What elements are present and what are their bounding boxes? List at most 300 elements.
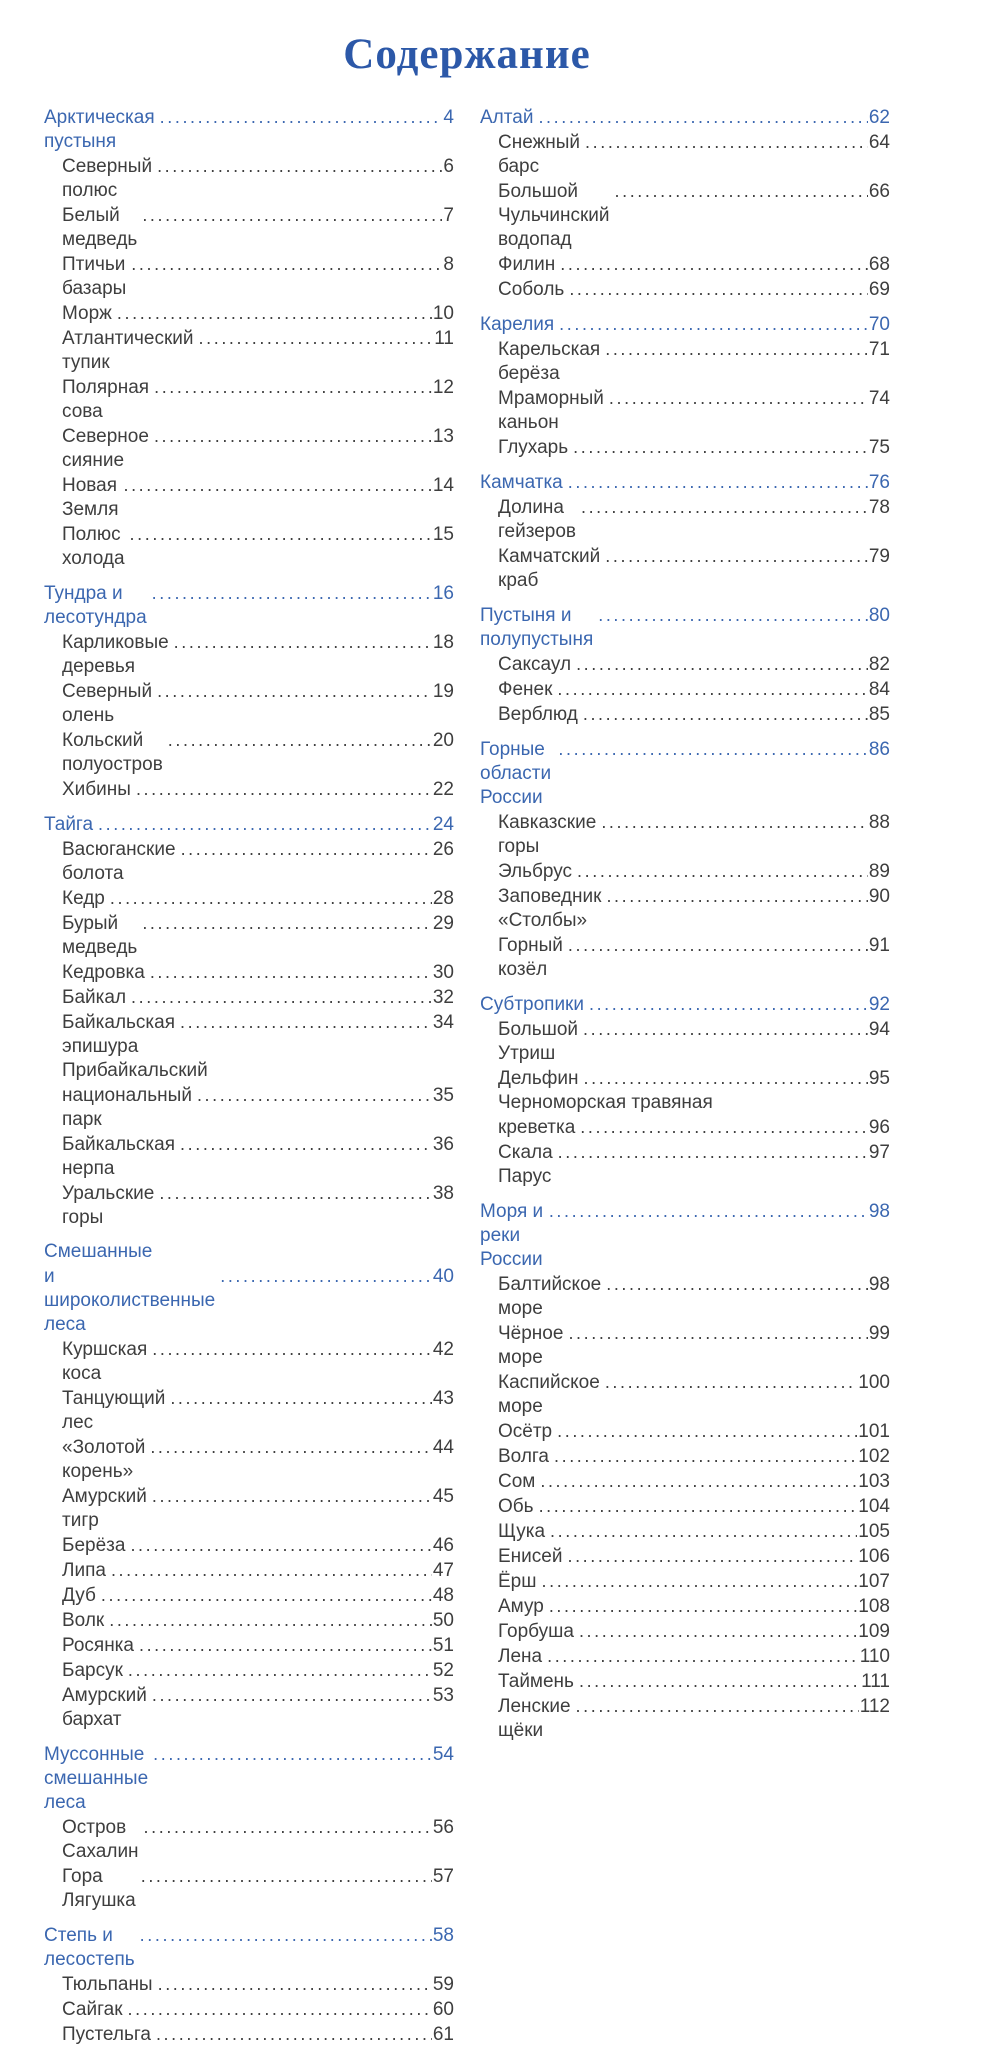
toc-item-entry — [480, 810, 890, 859]
toc-item-page: 34 — [432, 1012, 454, 1033]
toc-entry-line — [498, 277, 890, 302]
toc-item-entry — [480, 1519, 890, 1544]
toc-entry-line — [498, 1594, 890, 1619]
toc-entry-line — [62, 679, 454, 728]
dot-leader — [128, 1997, 432, 2022]
toc-item-entry — [480, 933, 890, 982]
dot-leader — [130, 1533, 431, 1558]
toc-item-page: 50 — [432, 1610, 454, 1631]
toc-item-label: Долина гейзеров — [498, 497, 576, 542]
dot-leader — [568, 470, 868, 495]
toc-entry-line — [62, 1972, 454, 1997]
toc-item-page: 103 — [858, 1471, 890, 1492]
toc-section-entry — [44, 812, 454, 837]
dot-leader — [609, 386, 868, 411]
toc-item-label: Прибайкальский — [62, 1060, 208, 1081]
toc-item-entry — [44, 375, 454, 424]
dot-leader — [560, 252, 868, 277]
toc-section-entry — [44, 105, 454, 154]
toc-entry-line — [498, 1669, 890, 1694]
dot-leader — [136, 777, 432, 802]
toc-entry-line — [62, 424, 454, 473]
toc-item-page: 95 — [868, 1068, 890, 1089]
toc-entry-line — [44, 812, 454, 837]
toc-entry-line — [62, 1633, 454, 1658]
dot-leader — [158, 1972, 432, 1997]
toc-item-page: 66 — [868, 181, 890, 202]
dot-leader — [601, 810, 868, 835]
toc-section-entry — [480, 1199, 890, 1272]
toc-section-label: Тундра и лесотундра — [44, 583, 147, 628]
toc-item-entry — [44, 886, 454, 911]
toc-item-page: 94 — [868, 1019, 890, 1040]
dot-leader — [150, 960, 432, 985]
toc-item-entry — [44, 679, 454, 728]
dot-leader — [154, 424, 432, 449]
toc-item-label: Осётр — [498, 1421, 553, 1442]
dot-leader — [152, 1337, 432, 1362]
toc-item-label: Берёза — [62, 1535, 126, 1556]
dot-leader — [157, 679, 432, 704]
toc-section-page: 40 — [432, 1266, 454, 1287]
toc-item-page: 101 — [858, 1421, 890, 1442]
dot-leader — [144, 1815, 432, 1840]
dot-leader — [550, 1519, 857, 1544]
toc-item-entry — [44, 301, 454, 326]
toc-item-page: 32 — [432, 987, 454, 1008]
toc-item-entry — [480, 702, 890, 727]
toc-item-entry — [480, 1694, 890, 1743]
toc-item-entry — [44, 424, 454, 473]
toc-item-label: Карликовые деревья — [62, 632, 174, 677]
dot-leader — [584, 1066, 868, 1091]
toc-item-entry — [480, 652, 890, 677]
toc-item-label: креветка — [498, 1117, 576, 1138]
toc-section — [480, 992, 890, 1189]
toc-entry-line — [480, 603, 890, 652]
toc-item-entry — [44, 1435, 454, 1484]
toc-item-label: Амурский бархат — [62, 1685, 153, 1730]
toc-item-entry — [44, 1583, 454, 1608]
dot-leader — [174, 630, 432, 655]
toc-section-label: Пустыня и полупустыня — [480, 605, 594, 650]
toc-item-entry — [44, 728, 454, 777]
toc-section-page: 54 — [432, 1744, 454, 1765]
toc-section-entry — [480, 312, 890, 337]
toc-entry-line — [498, 1091, 890, 1115]
toc-item-label: Большой Утриш — [498, 1019, 584, 1064]
toc-entry-line — [498, 859, 890, 884]
toc-item-label: Кавказские горы — [498, 812, 602, 857]
dot-leader — [160, 105, 443, 130]
toc-entry-line — [498, 1419, 890, 1444]
dot-leader — [557, 677, 867, 702]
toc-item-entry — [480, 1091, 890, 1140]
toc-section — [480, 312, 890, 460]
toc-item-page: 90 — [868, 886, 890, 907]
toc-entry-line — [62, 1558, 454, 1583]
toc-section-label: Арктическая пустыня — [44, 107, 160, 152]
toc-item-page: 47 — [432, 1560, 454, 1581]
toc-section-label: Горные области России — [480, 739, 557, 808]
dot-leader — [583, 1017, 868, 1042]
toc-section-entry — [480, 992, 890, 1017]
dot-leader — [142, 203, 442, 228]
toc-item-entry — [480, 677, 890, 702]
toc-item-entry — [480, 386, 890, 435]
toc-entry-line — [480, 312, 890, 337]
toc-item-label: Каспийское море — [498, 1372, 606, 1417]
toc-entry-line — [480, 470, 890, 495]
toc-item-label: Танцующий лес — [62, 1388, 171, 1433]
toc-entry-line — [62, 1010, 454, 1059]
toc-entry-line — [62, 728, 454, 777]
toc-item-entry — [480, 435, 890, 460]
toc-item-entry — [480, 1669, 890, 1694]
toc-item-label: Глухарь — [498, 437, 569, 458]
toc-entry-line — [498, 130, 890, 179]
toc-entry-line — [44, 1742, 454, 1815]
toc-entry-line — [62, 2022, 454, 2047]
dot-leader — [579, 1619, 857, 1644]
toc-item-label: Дуб — [62, 1585, 96, 1606]
toc-entry-line — [62, 1658, 454, 1683]
toc-item-label: Северное сияние — [62, 426, 155, 471]
toc-item-page: 79 — [868, 546, 890, 567]
toc-item-label: Ёрш — [498, 1571, 537, 1592]
toc-item-page: 99 — [868, 1323, 890, 1344]
dot-leader — [554, 1444, 857, 1469]
toc-item-page: 38 — [432, 1183, 454, 1204]
toc-entry-line — [480, 737, 890, 810]
toc-item-entry — [480, 1017, 890, 1066]
toc-item-label: Амурский тигр — [62, 1486, 153, 1531]
toc-item-page: 104 — [858, 1496, 890, 1517]
dot-leader — [128, 1658, 432, 1683]
toc-item-entry — [44, 1683, 454, 1732]
dot-leader — [576, 1694, 859, 1719]
toc-section-entry — [480, 603, 890, 652]
toc-item-entry — [480, 337, 890, 386]
toc-item-page: 19 — [432, 681, 454, 702]
toc-item-page: 85 — [868, 704, 890, 725]
toc-item-page: 82 — [868, 654, 890, 675]
toc-entry-line — [62, 154, 454, 203]
toc-item-label: Полюс холода — [62, 524, 126, 569]
toc-item-entry — [44, 1337, 454, 1386]
toc-item-page: 111 — [861, 1671, 890, 1692]
toc-item-label: Белый медведь — [62, 205, 138, 250]
toc-section-page: 16 — [432, 583, 454, 604]
toc-item-label: Байкал — [62, 987, 127, 1008]
dot-leader — [199, 326, 434, 351]
toc-page — [0, 30, 1000, 2045]
toc-entry-line — [480, 105, 890, 130]
toc-entry-line — [480, 992, 890, 1017]
toc-item-page: 18 — [432, 632, 454, 653]
toc-entry-line — [498, 702, 890, 727]
toc-entry-line — [498, 1370, 890, 1419]
toc-section-page: 58 — [432, 1925, 454, 1946]
toc-columns — [44, 105, 890, 2047]
dot-leader — [159, 1181, 432, 1206]
toc-item-page: 96 — [868, 1117, 890, 1138]
toc-item-entry — [480, 544, 890, 593]
toc-entry-line — [498, 179, 890, 252]
toc-entry-line — [498, 1017, 890, 1066]
toc-section-entry — [480, 470, 890, 495]
toc-item-label: Сом — [498, 1471, 536, 1492]
toc-item-entry — [480, 1272, 890, 1321]
toc-entry-line — [62, 837, 454, 886]
toc-item-page: 11 — [434, 328, 454, 349]
toc-item-page: 89 — [868, 861, 890, 882]
toc-entry-line — [62, 960, 454, 985]
dot-leader — [197, 1083, 432, 1108]
toc-item-entry — [480, 1619, 890, 1644]
toc-section-page: 70 — [868, 314, 890, 335]
dot-leader — [180, 1132, 432, 1157]
toc-item-label: Сайгак — [62, 1999, 123, 2020]
dot-leader — [547, 1644, 859, 1669]
toc-entry-line — [44, 1264, 454, 1337]
dot-leader — [559, 312, 868, 337]
toc-entry-line — [498, 1321, 890, 1370]
toc-item-label: национальный парк — [62, 1085, 198, 1130]
dot-leader — [140, 1923, 432, 1948]
dot-leader — [606, 884, 867, 909]
toc-section-page: 98 — [868, 1201, 890, 1222]
toc-entry-line — [44, 1923, 454, 1972]
toc-item-label: Камчатский краб — [498, 546, 606, 591]
toc-item-label: Кедр — [62, 888, 105, 909]
toc-item-label: Дельфин — [498, 1068, 579, 1089]
toc-entry-line — [498, 495, 890, 544]
toc-item-page: 42 — [432, 1339, 454, 1360]
dot-leader — [580, 1115, 868, 1140]
toc-section — [480, 470, 890, 593]
toc-item-label: Волга — [498, 1446, 549, 1467]
toc-item-page: 48 — [432, 1585, 454, 1606]
toc-item-entry — [480, 1494, 890, 1519]
toc-item-page: 52 — [432, 1660, 454, 1681]
toc-section — [480, 105, 890, 302]
dot-leader — [152, 581, 432, 606]
dot-leader — [549, 1594, 857, 1619]
toc-section — [480, 737, 890, 982]
toc-item-label: Липа — [62, 1560, 106, 1581]
toc-item-entry — [480, 1644, 890, 1669]
dot-leader — [581, 495, 868, 520]
toc-item-label: Барсук — [62, 1660, 123, 1681]
toc-entry-line — [62, 1083, 454, 1132]
toc-item-label: Енисей — [498, 1546, 563, 1567]
toc-item-entry — [480, 179, 890, 252]
dot-leader — [110, 886, 432, 911]
toc-entry-line — [498, 1569, 890, 1594]
toc-section-label: Смешанные — [44, 1241, 153, 1262]
toc-item-entry — [44, 1972, 454, 1997]
toc-item-entry — [44, 326, 454, 375]
toc-item-page: 12 — [432, 377, 454, 398]
toc-item-page: 88 — [868, 812, 890, 833]
toc-item-page: 20 — [432, 730, 454, 751]
toc-item-entry — [44, 203, 454, 252]
toc-item-label: Атлантический тупик — [62, 328, 199, 373]
toc-item-label: Амур — [498, 1596, 544, 1617]
dot-leader — [598, 603, 868, 628]
toc-item-entry — [480, 1444, 890, 1469]
toc-item-label: Карельская берёза — [498, 339, 606, 384]
toc-item-entry — [480, 1469, 890, 1494]
dot-leader — [549, 1199, 868, 1224]
toc-entry-line — [44, 581, 454, 630]
toc-item-label: Северный полюс — [62, 156, 158, 201]
toc-item-entry — [44, 473, 454, 522]
toc-entry-line — [498, 544, 890, 593]
dot-leader — [142, 911, 432, 936]
toc-entry-line — [62, 1132, 454, 1181]
toc-item-label: Бурый медведь — [62, 913, 138, 958]
toc-section — [44, 1923, 454, 2047]
toc-entry-line — [498, 386, 890, 435]
dot-leader — [615, 179, 868, 204]
toc-item-page: 108 — [858, 1596, 890, 1617]
toc-item-label: Остров Сахалин — [62, 1817, 139, 1862]
toc-item-label: Мраморный каньон — [498, 388, 610, 433]
dot-leader — [153, 1742, 432, 1767]
toc-item-entry — [44, 2022, 454, 2047]
toc-item-entry — [44, 1010, 454, 1059]
dot-leader — [180, 1010, 432, 1035]
toc-item-page: 110 — [859, 1646, 890, 1667]
toc-entry-line — [498, 677, 890, 702]
toc-item-entry — [44, 1658, 454, 1683]
toc-section-entry — [480, 105, 890, 130]
dot-leader — [152, 1484, 432, 1509]
toc-item-page: 59 — [432, 1974, 454, 1995]
dot-leader — [585, 130, 868, 155]
toc-item-page: 68 — [868, 254, 890, 275]
dot-leader — [157, 154, 442, 179]
toc-item-label: Волк — [62, 1610, 105, 1631]
toc-section-page: 92 — [868, 994, 890, 1015]
toc-item-label: Васюганские болота — [62, 839, 181, 884]
toc-item-page: 106 — [858, 1546, 890, 1567]
toc-section-label: Субтропики — [480, 994, 584, 1015]
toc-item-entry — [44, 1181, 454, 1230]
toc-item-label: Чёрное море — [498, 1323, 569, 1368]
dot-leader — [170, 1386, 432, 1411]
toc-section-label: Моря и реки России — [480, 1201, 549, 1270]
dot-leader — [117, 301, 432, 326]
toc-entry-line — [498, 1544, 890, 1569]
toc-item-page: 10 — [432, 303, 454, 324]
toc-entry-line — [62, 1386, 454, 1435]
toc-section-page: 62 — [868, 107, 890, 128]
toc-item-label: Кедровка — [62, 962, 145, 983]
toc-item-label: Лена — [498, 1646, 543, 1667]
dot-leader — [220, 1264, 432, 1289]
toc-entry-line — [498, 252, 890, 277]
toc-section-page: 80 — [868, 605, 890, 626]
toc-item-page: 36 — [432, 1134, 454, 1155]
toc-item-page: 69 — [868, 279, 890, 300]
toc-entry-line — [498, 1444, 890, 1469]
toc-item-entry — [44, 1633, 454, 1658]
toc-item-label: «Золотой корень» — [62, 1437, 151, 1482]
toc-item-label: Щука — [498, 1521, 546, 1542]
toc-item-page: 100 — [858, 1372, 890, 1393]
toc-entry-line — [62, 1815, 454, 1864]
toc-item-page: 91 — [868, 935, 890, 956]
toc-item-label: Балтийское море — [498, 1274, 607, 1319]
toc-item-label: Полярная сова — [62, 377, 155, 422]
toc-entry-line — [62, 1533, 454, 1558]
toc-item-page: 78 — [868, 497, 890, 518]
toc-entry-line — [62, 1864, 454, 1913]
toc-entry-line — [480, 1199, 890, 1272]
toc-item-page: 29 — [432, 913, 454, 934]
toc-entry-line — [498, 1066, 890, 1091]
toc-entry-line — [62, 252, 454, 301]
toc-item-entry — [480, 1569, 890, 1594]
dot-leader — [123, 473, 431, 498]
toc-entry-line — [62, 886, 454, 911]
toc-item-label: Куршская коса — [62, 1339, 153, 1384]
toc-entry-line — [62, 1683, 454, 1732]
toc-item-entry — [480, 1321, 890, 1370]
toc-item-entry — [44, 1815, 454, 1864]
dot-leader — [576, 652, 868, 677]
toc-item-label: Горбуша — [498, 1621, 574, 1642]
toc-item-page: 109 — [858, 1621, 890, 1642]
toc-item-label: Уральские горы — [62, 1183, 160, 1228]
toc-section-label: Алтай — [480, 107, 534, 128]
dot-leader — [111, 1558, 432, 1583]
toc-item-entry — [44, 960, 454, 985]
toc-item-label: Морж — [62, 303, 112, 324]
dot-leader — [131, 252, 442, 277]
dot-leader — [558, 1140, 868, 1165]
toc-item-page: 8 — [443, 254, 454, 275]
toc-item-page: 102 — [858, 1446, 890, 1467]
toc-section-page: 76 — [868, 472, 890, 493]
toc-entry-line — [62, 1337, 454, 1386]
toc-section-page: 4 — [443, 107, 454, 128]
toc-item-entry — [44, 837, 454, 886]
toc-item-page: 45 — [432, 1486, 454, 1507]
toc-item-page: 60 — [432, 1999, 454, 2020]
toc-section-entry — [480, 737, 890, 810]
toc-entry-line — [498, 1494, 890, 1519]
toc-item-label: Новая Земля — [62, 475, 123, 520]
toc-item-page: 56 — [432, 1817, 454, 1838]
toc-item-page: 53 — [432, 1685, 454, 1706]
dot-leader — [101, 1583, 432, 1608]
toc-item-page: 22 — [432, 779, 454, 800]
toc-item-label: Снежный барс — [498, 132, 586, 177]
toc-item-page: 107 — [858, 1571, 890, 1592]
toc-entry-line — [62, 1484, 454, 1533]
toc-item-page: 112 — [859, 1696, 890, 1717]
toc-item-label: Обь — [498, 1496, 534, 1517]
dot-leader — [583, 702, 868, 727]
toc-section-label: Камчатка — [480, 472, 563, 493]
dot-leader — [150, 1435, 432, 1460]
toc-item-entry — [44, 911, 454, 960]
toc-entry-line — [498, 933, 890, 982]
